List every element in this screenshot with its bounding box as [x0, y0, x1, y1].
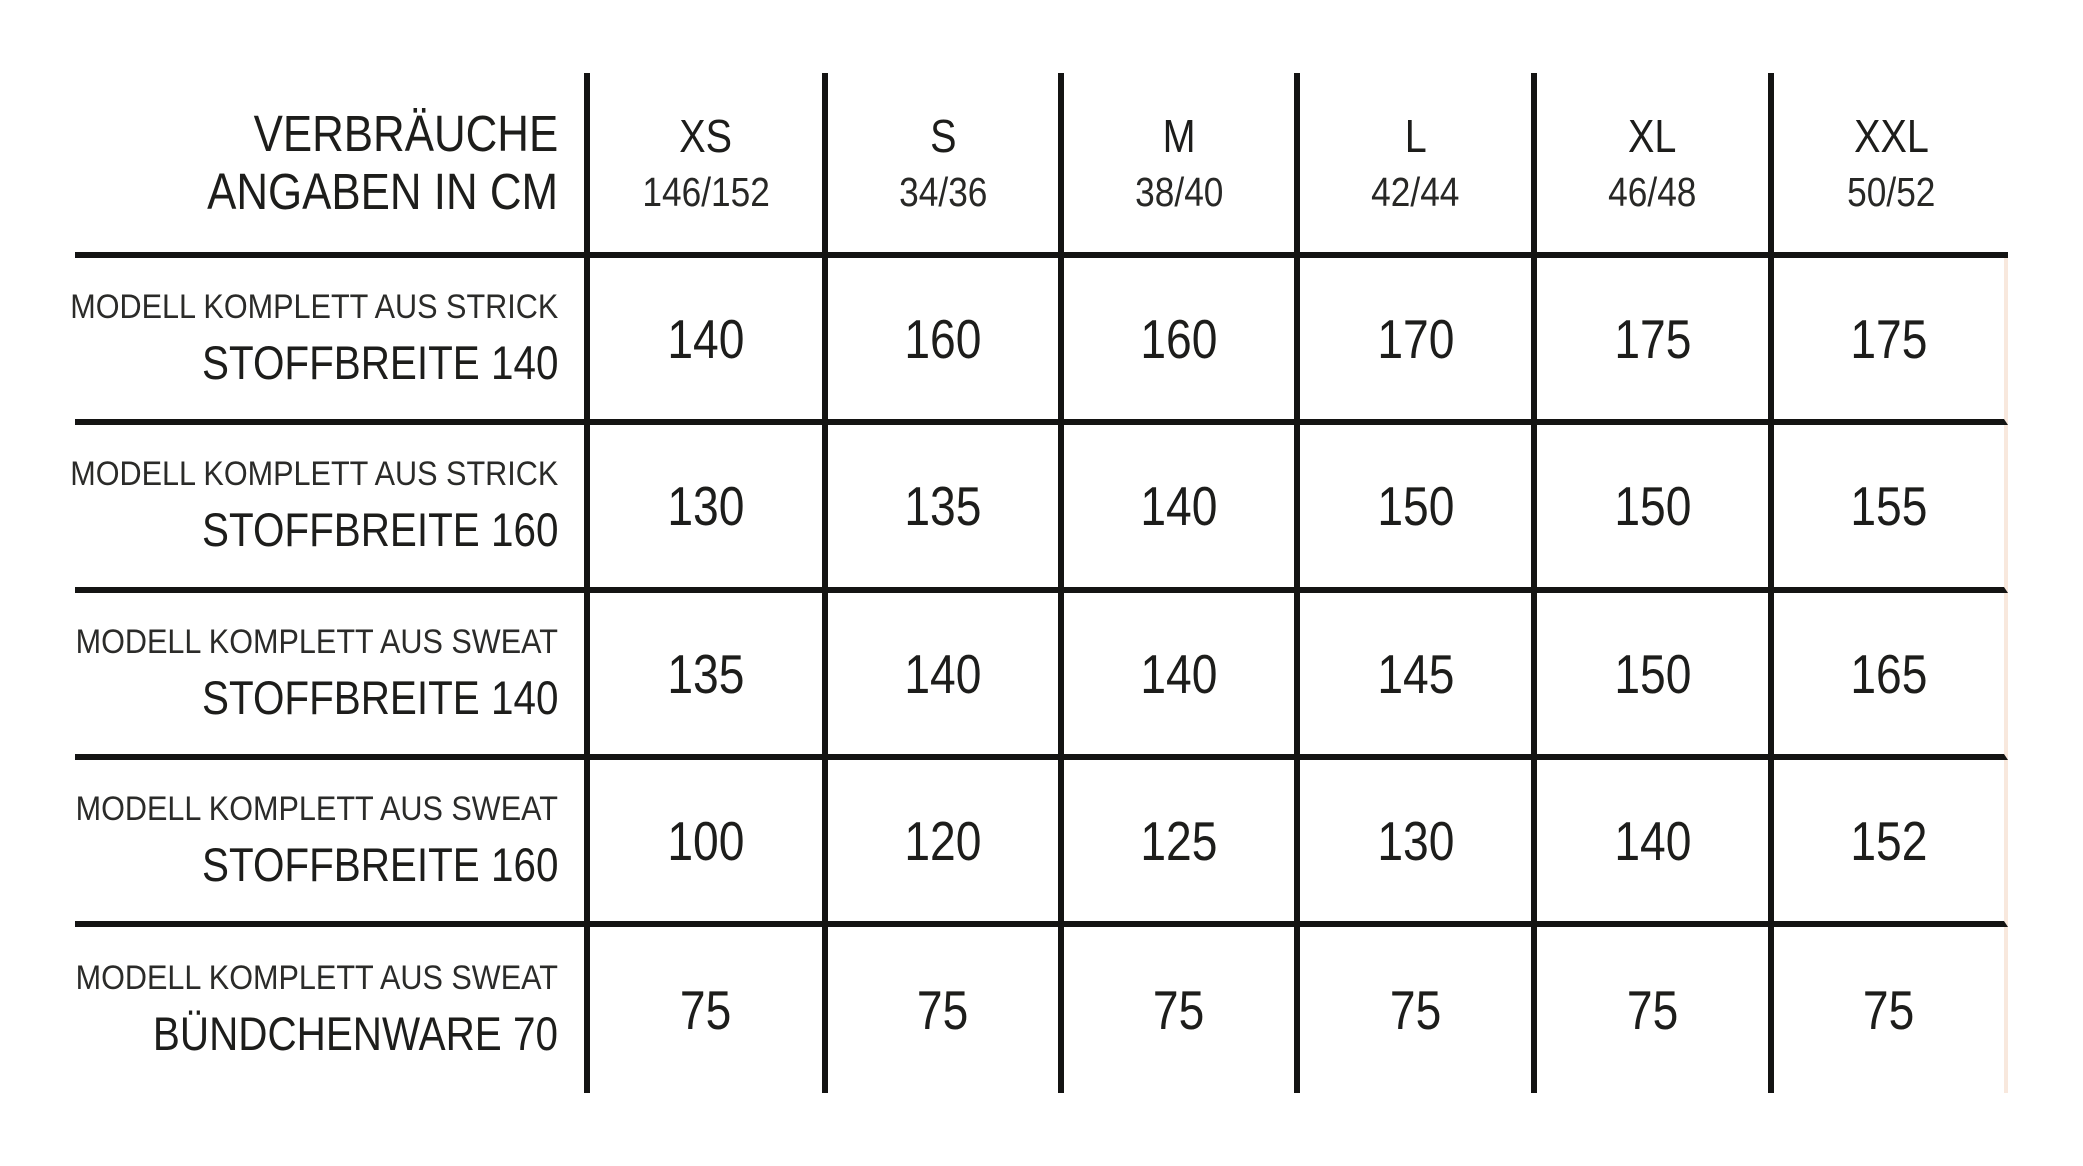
value-cell — [590, 760, 828, 927]
size-header-xxl — [1774, 73, 2008, 258]
value-text: 75 — [917, 979, 969, 1041]
size-name-label: XXL — [1853, 110, 1929, 162]
size-name-label: M — [1162, 110, 1196, 162]
value-cell — [590, 593, 828, 760]
value-text: 100 — [667, 809, 745, 872]
value-cell — [590, 927, 828, 1093]
value-cell — [1774, 927, 2008, 1093]
value-text: 140 — [667, 307, 745, 370]
size-range-label: 34/36 — [898, 169, 988, 215]
value-cell — [828, 760, 1064, 927]
table-title-line1: VERBRÄUCHE — [253, 104, 558, 162]
size-name-label: XS — [679, 110, 733, 162]
value-cell — [1300, 760, 1537, 927]
row-label-cell — [69, 258, 590, 425]
value-cell — [1537, 593, 1774, 760]
value-cell — [1300, 927, 1537, 1093]
value-text: 120 — [904, 809, 982, 872]
value-cell — [1537, 760, 1774, 927]
value-text: 155 — [1850, 475, 1928, 537]
value-cell — [1300, 258, 1537, 425]
size-range-label: 50/52 — [1846, 169, 1936, 215]
value-text: 145 — [1376, 642, 1455, 705]
value-text: 75 — [1153, 979, 1205, 1041]
row-spec-label: STOFFBREITE 160 — [201, 837, 558, 891]
size-range-label: 42/44 — [1371, 169, 1460, 215]
row-label-cell — [75, 760, 590, 927]
value-text: 130 — [667, 475, 745, 537]
value-cell — [1300, 425, 1537, 593]
value-cell — [1064, 593, 1300, 760]
size-header-s — [828, 73, 1064, 258]
value-cell — [1537, 258, 1774, 425]
value-text: 150 — [1376, 475, 1455, 537]
value-text: 75 — [1626, 979, 1679, 1041]
size-header-xs — [590, 73, 828, 258]
value-cell — [1537, 927, 1774, 1093]
row-spec-label: STOFFBREITE 160 — [201, 503, 558, 556]
value-text: 75 — [680, 979, 732, 1041]
value-cell — [828, 927, 1064, 1093]
size-name-label: XL — [1628, 110, 1677, 162]
value-cell — [590, 425, 828, 593]
value-cell — [1064, 760, 1300, 927]
size-header-l — [1300, 73, 1537, 258]
row-label-cell — [75, 593, 590, 760]
row-label-cell — [69, 425, 590, 593]
value-text: 160 — [1140, 307, 1218, 370]
value-text: 140 — [1140, 642, 1218, 705]
value-cell — [1300, 593, 1537, 760]
value-cell — [1064, 927, 1300, 1093]
value-text: 130 — [1376, 809, 1455, 872]
value-cell — [828, 258, 1064, 425]
table-title-cell — [75, 73, 590, 258]
value-cell — [590, 258, 828, 425]
value-text: 160 — [904, 307, 982, 370]
value-text: 165 — [1850, 642, 1928, 705]
value-cell — [1064, 258, 1300, 425]
value-text: 150 — [1613, 475, 1692, 537]
value-text: 135 — [904, 475, 982, 537]
row-material-label: MODELL KOMPLETT AUS SWEAT — [75, 959, 558, 997]
value-cell — [1774, 593, 2008, 760]
value-cell — [828, 425, 1064, 593]
value-text: 125 — [1140, 809, 1218, 872]
value-cell — [1537, 425, 1774, 593]
row-material-label: MODELL KOMPLETT AUS SWEAT — [75, 622, 558, 661]
value-text: 140 — [904, 642, 982, 705]
value-text: 75 — [1389, 979, 1442, 1041]
row-label-cell — [75, 927, 590, 1093]
size-range-label: 46/48 — [1608, 169, 1697, 215]
value-cell — [1064, 425, 1300, 593]
value-text: 152 — [1850, 809, 1928, 872]
value-cell — [1774, 760, 2008, 927]
value-text: 135 — [667, 642, 745, 705]
size-header-m — [1064, 73, 1300, 258]
value-text: 175 — [1850, 307, 1928, 370]
size-range-label: 38/40 — [1134, 169, 1224, 215]
value-cell — [1774, 425, 2008, 593]
value-text: 150 — [1613, 642, 1692, 705]
size-name-label: L — [1404, 110, 1427, 162]
consumption-table — [69, 73, 2008, 1093]
value-text: 175 — [1613, 307, 1692, 370]
row-spec-label: BÜNDCHENWARE 70 — [152, 1007, 558, 1060]
value-text: 140 — [1613, 809, 1692, 872]
value-text: 170 — [1376, 307, 1455, 370]
row-material-label: MODELL KOMPLETT AUS STRICK — [69, 455, 558, 493]
value-text: 140 — [1140, 475, 1218, 537]
size-header-xl — [1537, 73, 1774, 258]
size-name-label: S — [929, 110, 957, 162]
value-cell — [828, 593, 1064, 760]
value-cell — [1774, 258, 2008, 425]
row-spec-label: STOFFBREITE 140 — [201, 670, 558, 724]
row-material-label: MODELL KOMPLETT AUS SWEAT — [75, 789, 558, 828]
row-spec-label: STOFFBREITE 140 — [201, 335, 558, 389]
size-range-label: 146/152 — [642, 169, 770, 215]
table-title-line2: ANGABEN IN CM — [207, 162, 558, 220]
value-text: 75 — [1863, 979, 1915, 1041]
row-material-label: MODELL KOMPLETT AUS STRICK — [69, 287, 558, 326]
